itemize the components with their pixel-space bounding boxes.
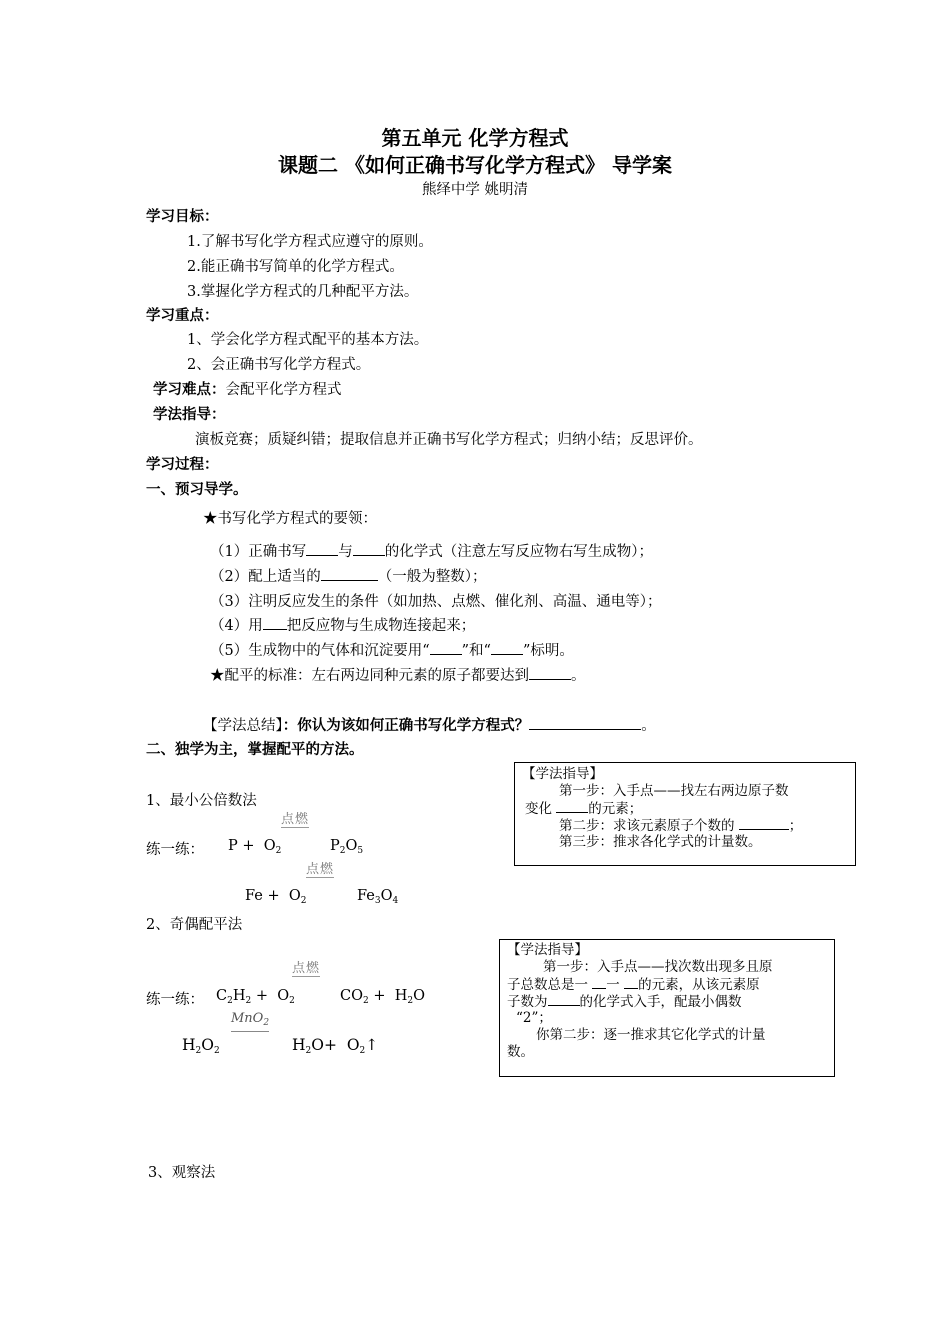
fill-blank[interactable] (624, 976, 638, 989)
rule-4 (210, 614, 475, 635)
rule-text: 与 (338, 544, 353, 560)
section2-heading: 二、独学为主，掌握配平的方法。 (146, 742, 364, 758)
box-line: 数。 (507, 1044, 534, 1060)
star-essentials: ★书写化学方程式的要领： (203, 511, 377, 527)
rule-1 (210, 540, 653, 561)
method-odd-even: 2、奇偶配平法 (146, 917, 243, 933)
rule-text: （4）用 (210, 618, 263, 634)
fill-blank[interactable] (529, 717, 641, 730)
method-label: 学法指导： (153, 407, 226, 423)
condition-ignite: 点燃 (306, 862, 335, 877)
box-line (507, 976, 760, 994)
fill-blank[interactable] (353, 543, 385, 556)
rule-text: ”标明。 (522, 643, 574, 659)
star-balance-standard (210, 664, 586, 685)
objective-item: 3.掌握化学方程式的几种配平方法。 (187, 284, 419, 300)
equation-products: $H_2O+$ $O_2↑$ (292, 1036, 379, 1056)
practice-label: 练一练： (146, 992, 204, 1008)
box-line (525, 800, 642, 818)
method-lcm: 1、最小公倍数法 (146, 793, 257, 809)
fill-blank[interactable] (548, 993, 580, 1006)
condition-ignite: 点燃 (292, 961, 321, 976)
gas-arrow: ↑ (365, 1036, 379, 1054)
practice-label: 练一练： (146, 842, 204, 858)
rule-text: 。 (571, 668, 586, 684)
catalyst-text: MnO (231, 1011, 264, 1026)
box-line (507, 993, 742, 1011)
key-point-item: 2、会正确书写化学方程式。 (187, 357, 371, 373)
rule-text: （一般为整数）； (377, 569, 487, 585)
box-line (559, 817, 802, 835)
rule-2 (210, 565, 486, 586)
rule-text: 的化学式（注意左写反应物右写生成物）； (384, 544, 653, 560)
rule-text: （5）生成物中的气体和沉淀要用“ (210, 643, 430, 659)
method-guide-box-1 (514, 762, 856, 866)
equation-products: $P_2O_5$ (330, 838, 364, 856)
process-label: 学习过程： (146, 457, 219, 473)
box-text: 变化 (525, 801, 552, 817)
box-text: 的元素，从该元素原 (638, 977, 760, 993)
box-title: 【学法指导】 (507, 942, 588, 958)
difficulty-label: 学习难点： (153, 382, 226, 398)
difficulty-row (153, 378, 342, 399)
box-line: 第一步：入手点——找左右两边原子数 (559, 783, 789, 799)
fill-blank[interactable] (491, 642, 523, 655)
box-line: 第三步：推求各化学式的计量数。 (559, 834, 762, 850)
fill-blank[interactable] (263, 617, 287, 630)
rule-text: （2）配上适当的 (210, 569, 321, 585)
fill-blank[interactable] (592, 976, 606, 989)
equation-products: $Fe_3O_4$ (357, 888, 399, 906)
box-text: 子数为 (507, 994, 548, 1010)
condition-ignite: 点燃 (281, 812, 310, 827)
method-observation: 3、观察法 (148, 1165, 216, 1181)
equation-reactants: $Fe + O_2$ (245, 888, 307, 906)
summary-end: 。 (641, 718, 656, 734)
fill-blank[interactable] (321, 568, 378, 581)
equation-reactants: $P + O_2$ (228, 838, 282, 856)
box-title: 【学法指导】 (522, 766, 603, 782)
lesson-title: 课题二 《如何正确书写化学方程式》 导学案 (278, 153, 672, 177)
difficulty-text: 会配平化学方程式 (225, 382, 342, 398)
fill-blank[interactable] (556, 800, 588, 813)
box-text: 子总数总是一 (507, 977, 588, 993)
rule-text: 把反应物与生成物连接起来； (286, 618, 476, 634)
summary-row (203, 714, 656, 735)
box-line: 你第二步：逐一推求其它化学式的计量 (536, 1027, 766, 1043)
rule-3: （3）注明反应发生的条件（如加热、点燃、催化剂、高温、通电等）； (210, 594, 662, 610)
rule-5 (210, 639, 574, 660)
key-points-label: 学习重点： (146, 308, 219, 324)
method-text: 演板竞赛；质疑纠错；提取信息并正确书写化学方程式；归纳小结；反思评价。 (195, 432, 703, 448)
fill-blank[interactable] (430, 642, 462, 655)
rule-text: （1）正确书写 (210, 544, 307, 560)
objective-item: 2.能正确书写简单的化学方程式。 (187, 259, 404, 275)
equation-reactants: $H_2O_2$ (182, 1036, 220, 1056)
fill-blank[interactable] (739, 817, 789, 830)
fill-blank[interactable] (529, 667, 571, 680)
box-text: 的化学式入手，配最小偶数 (579, 994, 742, 1010)
objectives-label: 学习目标： (146, 209, 219, 225)
objective-item: 1.了解书写化学方程式应遵守的原则。 (187, 234, 433, 250)
rule-text: ”和“ (461, 643, 491, 659)
catalyst-mno2: MnO$_2$ (231, 1011, 269, 1032)
summary-tag: 【学法总结】 (203, 718, 283, 734)
equation-products: $CO_2 + H_2O$ (340, 988, 425, 1006)
summary-question: ：你认为该如何正确书写化学方程式？ (282, 718, 530, 734)
box-text: 第二步：求该元素原子个数的 (559, 818, 735, 834)
method-guide-box-2 (499, 939, 835, 1077)
box-line: “2”； (516, 1010, 552, 1026)
page-title: 第五单元 化学方程式 (381, 126, 569, 150)
fill-blank[interactable] (306, 543, 338, 556)
box-text: 一 (606, 977, 620, 993)
box-text: 的元素； (588, 801, 643, 817)
section1-heading: 一、预习导学。 (146, 482, 248, 498)
box-text: ； (788, 818, 803, 834)
equation-reactants: $C_2H_2 + O_2$ (216, 988, 295, 1006)
rule-text: ★配平的标准：左右两边同种元素的原子都要达到 (210, 668, 529, 684)
key-point-item: 1、学会化学方程式配平的基本方法。 (187, 332, 429, 348)
author: 熊绎中学 姚明清 (421, 182, 529, 198)
box-line: 第一步：入手点——找次数出现多且原 (543, 959, 773, 975)
